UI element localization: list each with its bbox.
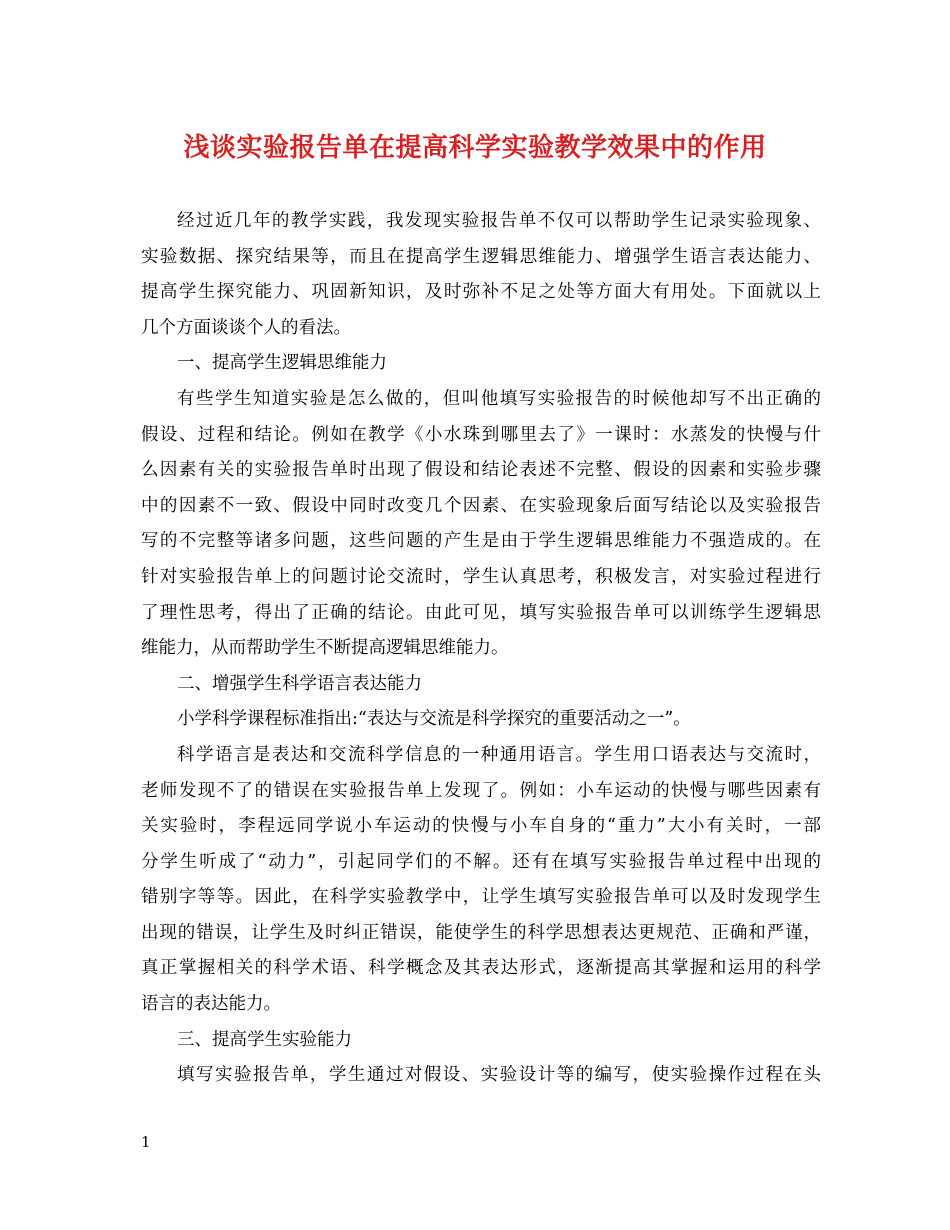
paragraph-line: 出现的错误，让学生及时纠正错误，能使学生的科学思想表达更规范、正确和严谨， bbox=[141, 922, 821, 943]
paragraph-line: 中的因素不一致、假设中同时改变几个因素、在实验现象后面写结论以及实验报告 bbox=[141, 495, 821, 516]
paragraph-line: 真正掌握相关的科学术语、科学概念及其表达形式，逐渐提高其掌握和运用的科学 bbox=[141, 958, 821, 979]
section-heading: 一、提高学生逻辑思维能力 bbox=[177, 353, 387, 374]
paragraph-line: 实验数据、探究结果等，而且在提高学生逻辑思维能力、增强学生语言表达能力、 bbox=[141, 246, 821, 267]
paragraph-line: 关实验时，李程远同学说小车运动的快慢与小车自身的“重力”大小有关时，一部 bbox=[141, 816, 821, 837]
paragraph-line: 提高学生探究能力、巩固新知识，及时弥补不足之处等方面大有用处。下面就以上 bbox=[141, 282, 821, 303]
paragraph-line: 有些学生知道实验是怎么做的，但叫他填写实验报告的时候他却写不出正确的 bbox=[177, 388, 821, 409]
paragraph-line: 维能力，从而帮助学生不断提高逻辑思维能力。 bbox=[141, 638, 509, 659]
paragraph-line: 科学语言是表达和交流科学信息的一种通用语言。学生用口语表达与交流时， bbox=[177, 744, 821, 765]
paragraph-line: 填写实验报告单，学生通过对假设、实验设计等的编写，使实验操作过程在头 bbox=[177, 1065, 821, 1086]
paragraph-line: 经过近几年的教学实践，我发现实验报告单不仅可以帮助学生记录实验现象、 bbox=[177, 211, 821, 231]
document-body bbox=[141, 204, 821, 1094]
paragraph-line: 老师发现不了的错误在实验报告单上发现了。例如：小车运动的快慢与哪些因素有 bbox=[141, 780, 821, 801]
paragraph-line: 语言的表达能力。 bbox=[141, 994, 281, 1015]
paragraph-line: 小学科学课程标准指出:“表达与交流是科学探究的重要活动之一”。 bbox=[177, 709, 691, 730]
paragraph-line: 分学生听成了“动力”，引起同学们的不解。还有在填写实验报告单过程中出现的 bbox=[141, 851, 821, 872]
paragraph-line: 假设、过程和结论。例如在教学《小水珠到哪里去了》一课时：水蒸发的快慢与什 bbox=[141, 424, 821, 445]
section-heading: 三、提高学生实验能力 bbox=[177, 1029, 352, 1050]
paragraph-line: 针对实验报告单上的问题讨论交流时，学生认真思考，积极发言，对实验过程进行 bbox=[141, 566, 821, 587]
paragraph-line: 几个方面谈谈个人的看法。 bbox=[141, 317, 351, 338]
document-title: 浅谈实验报告单在提高科学实验教学效果中的作用 bbox=[183, 133, 767, 163]
paragraph-line: 么因素有关的实验报告单时出现了假设和结论表述不完整、假设的因素和实验步骤 bbox=[141, 460, 821, 481]
paragraph-line: 错别字等等。因此，在科学实验教学中，让学生填写实验报告单可以及时发现学生 bbox=[141, 887, 821, 908]
paragraph-line: 了理性思考，得出了正确的结论。由此可见，填写实验报告单可以训练学生逻辑思 bbox=[141, 602, 821, 623]
page-number: 1 bbox=[141, 1133, 151, 1151]
paragraph-line: 写的不完整等诸多问题，这些问题的产生是由于学生逻辑思维能力不强造成的。在 bbox=[141, 531, 821, 552]
section-heading: 二、增强学生科学语言表达能力 bbox=[177, 673, 422, 694]
